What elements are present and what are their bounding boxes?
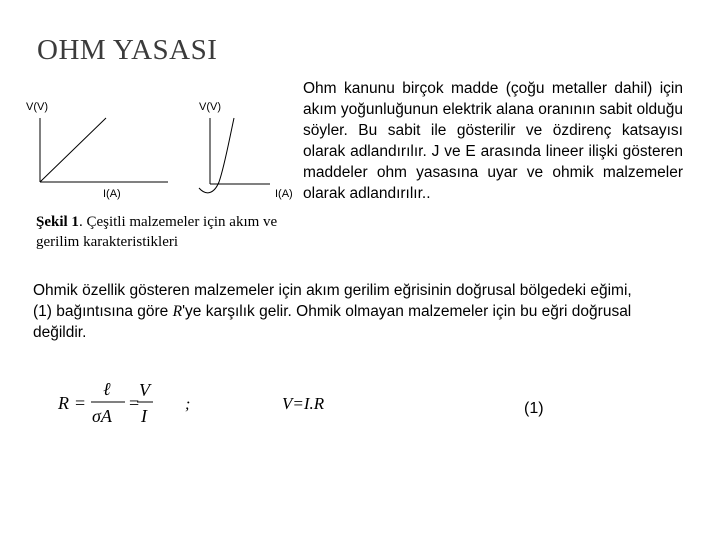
- graph-nonohmic: [199, 118, 270, 193]
- graph-ohmic: [40, 118, 168, 182]
- caption-text: . Çeşitli malzemeler için akım ve gerilim karakteristikleri: [36, 214, 278, 250]
- equation-separator: ;: [185, 396, 191, 413]
- equation-frac2-den: I: [141, 406, 147, 426]
- equation-frac1-den: σA: [92, 406, 112, 426]
- paragraph-ohm-law: Ohm kanunu birçok madde (çoğu metaller dahil) için akım yoğunluğunun elektrik alana oranının sabit olduğu söyler. Bu sabit ile gösterilir ve özdirenç katsayısı olarak adlandırılır. J ve E arasında lineer ilişki gösteren maddeler ohm yasasına uyar ve ohmik malzemeler olarak adlandırılır..: [303, 80, 684, 202]
- equation-ohm: V=I.R: [282, 394, 325, 413]
- equation-frac1-num: ℓ: [103, 379, 111, 399]
- caption-prefix: Şekil 1: [36, 214, 79, 230]
- graph-nonohmic-curve: [199, 118, 234, 193]
- paragraph-ohmic-after: 'ye karşılık gelir. Ohmik olmayan malzemeler için bu eğri doğrusal değildir.: [33, 303, 632, 341]
- equation-lhs: R: [58, 393, 69, 413]
- figure-caption: [36, 212, 286, 252]
- equation-equals-1: =: [75, 393, 86, 413]
- graph-nonohmic-x-label: I(A): [275, 188, 293, 200]
- graph-nonohmic-y-label: V(V): [199, 101, 221, 113]
- paragraph-ohmic-symbol: R: [172, 303, 183, 320]
- equation-number: (1): [524, 400, 544, 417]
- equation-frac2-num: V: [139, 380, 150, 400]
- resistance-equation: [55, 378, 175, 428]
- equation-equals-2: =: [129, 393, 140, 413]
- graph-ohmic-curve: [40, 118, 106, 182]
- graph-ohmic-y-label: V(V): [26, 101, 48, 113]
- page-title: OHM YASASI: [37, 34, 218, 66]
- graph-ohmic-x-label: I(A): [103, 188, 121, 200]
- paragraph-ohmic-before: Ohmik özellik gösteren malzemeler için akım gerilim eğrisinin doğrusal bölgedeki eğimi, (1) bağıntısına göre: [33, 282, 632, 320]
- paragraph-ohmic: [33, 280, 633, 343]
